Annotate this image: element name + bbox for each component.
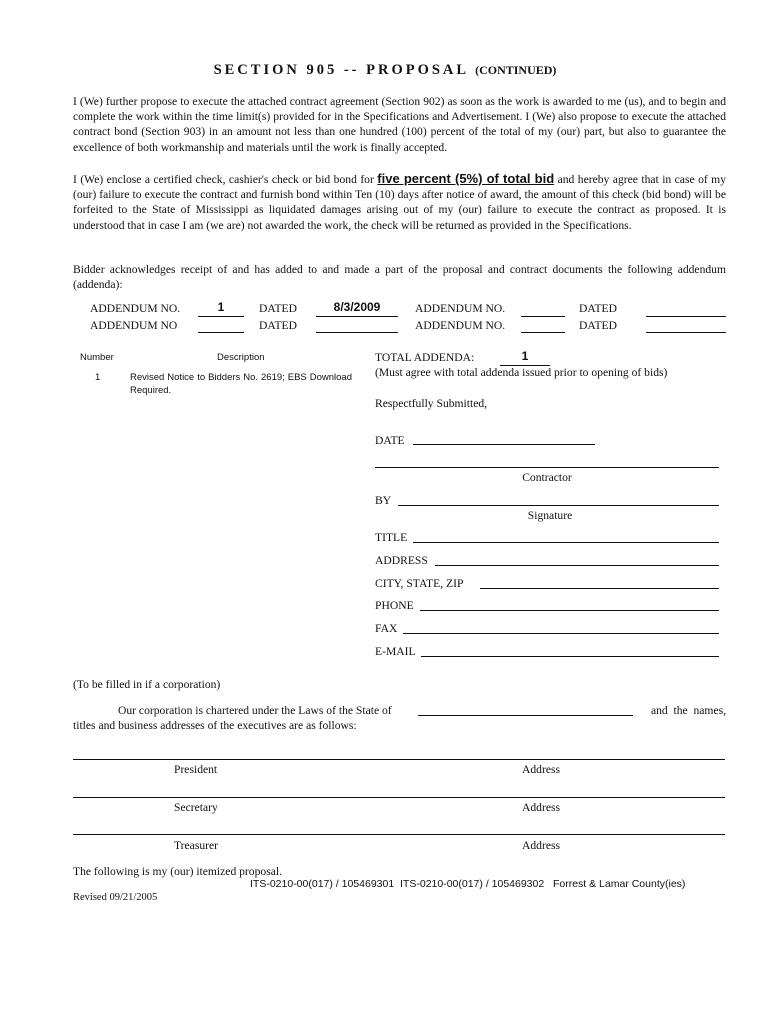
email-field[interactable]	[421, 656, 719, 657]
addendum-date-1-line	[316, 316, 398, 317]
corporation-statement-start: Our corporation is chartered under the Laws of the State of	[118, 704, 392, 717]
email-label: E-MAIL	[375, 645, 416, 658]
addendum-number-3-line[interactable]	[198, 332, 244, 333]
signature-field[interactable]	[398, 505, 719, 506]
addendum-date-2-line[interactable]	[646, 316, 726, 317]
itemized-proposal-statement: The following is my (our) itemized proposal.	[73, 865, 282, 878]
president-address-label: Address	[522, 763, 560, 776]
address-field[interactable]	[435, 565, 719, 566]
corporation-heading: (To be filled in if a corporation)	[73, 678, 221, 691]
addenda-table-description-header: Description	[217, 352, 265, 363]
president-label: President	[174, 763, 218, 776]
date-field[interactable]	[413, 444, 595, 445]
addendum-label-4: ADDENDUM NO.	[415, 319, 506, 332]
section-title: SECTION 905 -- PROPOSAL	[213, 62, 470, 78]
bond-amount-field[interactable]: five percent (5%) of total bid	[377, 171, 555, 186]
addendum-number-2-line[interactable]	[521, 316, 565, 317]
dated-label-4: DATED	[579, 319, 617, 332]
title-label: TITLE	[375, 531, 408, 544]
addendum-number-4-line[interactable]	[521, 332, 565, 333]
addendum-date-4-line[interactable]	[646, 332, 726, 333]
addenda-table-row-description: Revised Notice to Bidders No. 2619; EBS Download Required.	[130, 372, 352, 396]
corporation-statement-line2: titles and business addresses of the executives are as follows:	[73, 719, 357, 732]
proposal-paragraph: I (We) further propose to execute the attached contract agreement (Section 902) as soon as the work is awarded to me (us), and to begin and complete the work within the time limit(s) provided for in the Specifications and Advertisement. I (We) also propose to execute the attached contract bond (Section 903) in an amount not less than one hundred (100) percent of the total of my (our) part, but also to guarantee the excellence of both workmanship and materials until the work is finally accepted.	[73, 95, 726, 154]
total-addenda-label: TOTAL ADDENDA:	[375, 351, 475, 364]
address-label: ADDRESS	[375, 554, 428, 567]
charter-state-field[interactable]	[418, 715, 633, 716]
contractor-caption: Contractor	[522, 471, 572, 484]
total-addenda-value[interactable]: 1	[521, 349, 529, 363]
treasurer-address-label: Address	[522, 839, 560, 852]
dated-label-1: DATED	[259, 302, 297, 315]
dated-label-2: DATED	[579, 302, 617, 315]
contractor-field[interactable]	[375, 467, 719, 468]
bond-paragraph-start: I (We) enclose a certified check, cashier's check or bid bond for	[73, 173, 378, 186]
city-state-zip-label: CITY, STATE, ZIP	[375, 577, 464, 590]
fax-label: FAX	[375, 622, 398, 635]
addendum-date-1-value[interactable]: 8/3/2009	[333, 300, 381, 314]
phone-label: PHONE	[375, 599, 414, 612]
addendum-label-3: ADDENDUM NO	[90, 319, 178, 332]
addenda-table-number-header: Number	[80, 352, 114, 363]
addenda-table-row-number: 1	[95, 372, 101, 383]
phone-field[interactable]	[420, 610, 719, 611]
addendum-label-2: ADDENDUM NO.	[415, 302, 506, 315]
president-field[interactable]	[73, 759, 725, 760]
by-label: BY	[375, 494, 392, 507]
page-title	[0, 62, 770, 79]
treasurer-label: Treasurer	[174, 839, 219, 852]
addenda-paragraph: Bidder acknowledges receipt of and has added to and made a part of the proposal and contract documents the following addendum (addenda):	[73, 263, 726, 292]
secretary-field[interactable]	[73, 797, 725, 798]
respectfully-submitted: Respectfully Submitted,	[375, 397, 488, 410]
bond-paragraph	[73, 171, 726, 233]
section-title-suffix: (CONTINUED)	[475, 63, 557, 77]
title-field[interactable]	[413, 542, 719, 543]
secretary-label: Secretary	[174, 801, 218, 814]
addendum-label-1: ADDENDUM NO.	[90, 302, 181, 315]
total-addenda-note: (Must agree with total addenda issued prior to opening of bids)	[375, 366, 668, 379]
addendum-number-1-value[interactable]: 1	[217, 300, 225, 314]
corporation-statement-end: and the names,	[650, 704, 726, 717]
date-label: DATE	[375, 434, 405, 447]
fax-field[interactable]	[403, 633, 719, 634]
bond-paragraph-rest: and hereby agree that in case of my (our) failure to execute the contract and furnish bond within Ten (10) days after notice of award, the amount of this check (bid bond) will be forfeited to the State of Mississippi as liquidated damages arising out of my (our) failure to execute the contract as proposed. It is understood that in case I am (we are) not awarded the work, the check will be returned as provided in the Specifications.	[73, 173, 726, 232]
project-reference: ITS-0210-00(017) / 105469301 ITS-0210-00(017) / 105469302 Forrest & Lamar County(ies)	[250, 878, 686, 890]
revision-date: Revised 09/21/2005	[73, 892, 158, 903]
secretary-address-label: Address	[522, 801, 560, 814]
addendum-number-1-line	[198, 316, 244, 317]
treasurer-field[interactable]	[73, 834, 725, 835]
dated-label-3: DATED	[259, 319, 297, 332]
signature-caption: Signature	[527, 509, 573, 522]
city-state-zip-field[interactable]	[480, 588, 719, 589]
addendum-date-3-line[interactable]	[316, 332, 398, 333]
